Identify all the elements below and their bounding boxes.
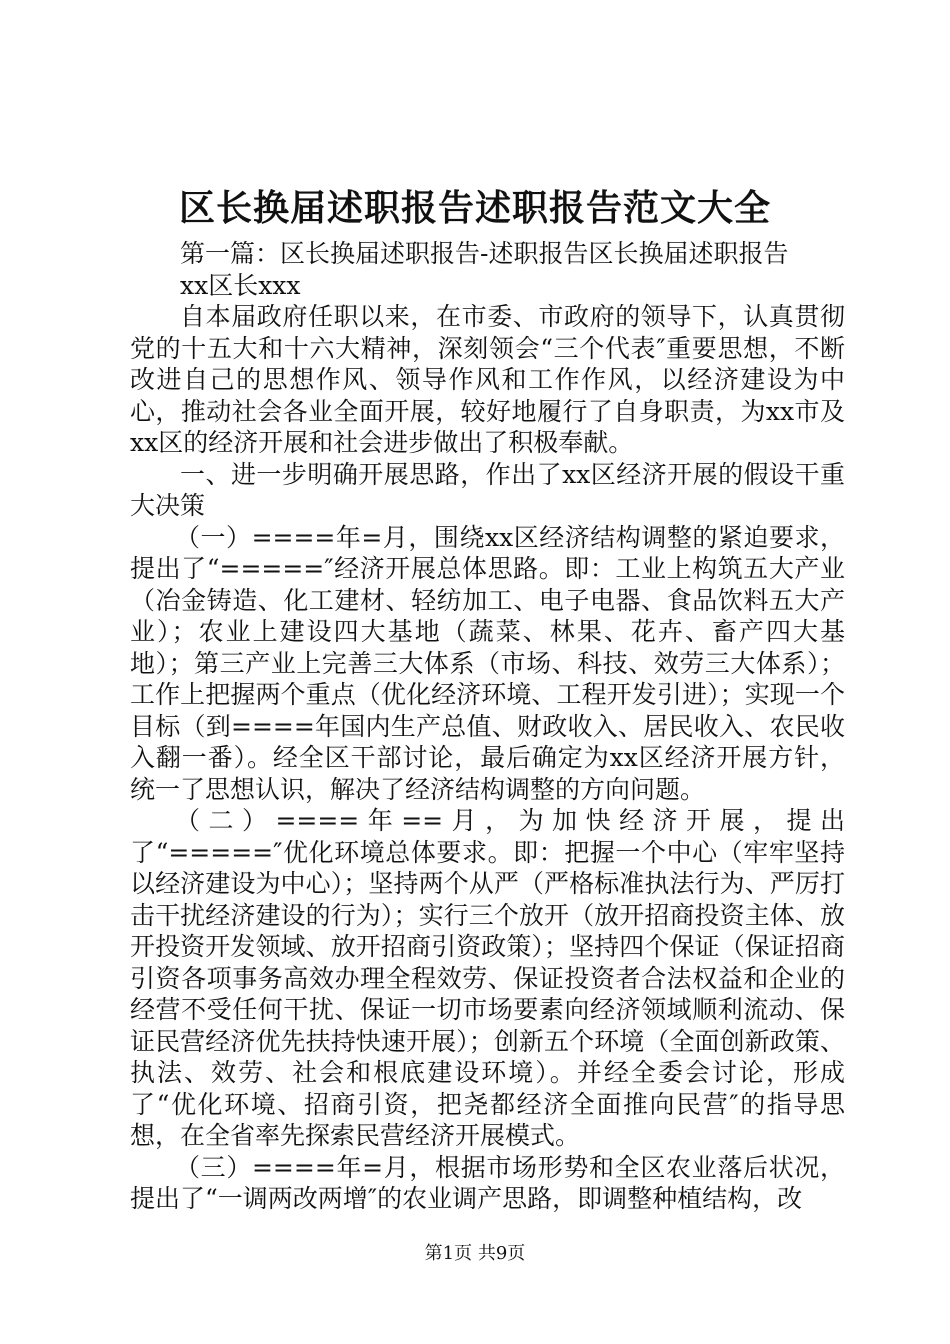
paragraph-item-2: （二）====年==月，为加快经济开展，提出了“=====″优化环境总体要求。即：把握一个中心（牢牢坚持以经济建设为中心）；坚持两个从严（严格标准执法行为、严厉打击干扰经济建设的行为）；实行三个放开（放开招商投资主体、放开投资开发领域、放开招商引资政策）；坚持四个保证（保证招商引资各项事务高效办理全程效劳、保证投资者合法权益和企业的经营不受任何干扰、保证一切市场要素向经济领域顺利流动、保证民营经济优先扶持快速开展）；创新五个环境（全面创新政策、执法、效劳、社会和根底建设环境）。并经全委会讨论，形成了“优化环境、招商引资，把尧都经济全面推向民营″的指导思想，在全省率先探索民营经济开展模式。 <box>130 806 845 1150</box>
paragraph-section-heading: 一、进一步明确开展思路，作出了xx区经济开展的假设干重大决策 <box>130 459 845 520</box>
page-number-footer: 第1页 共9页 <box>424 1243 526 1264</box>
paragraph-author: xx区长xxx <box>180 270 301 300</box>
paragraph-subtitle: 第一篇：区长换届述职报告-述职报告区长换届述职报告 <box>180 239 789 268</box>
paragraph-item-1: （一）====年=月，围绕xx区经济结构调整的紧迫要求，提出了“=====″经济开展总体思路。即：工业上构筑五大产业（冶金铸造、化工建材、轻纺加工、电子电器、食品饮料五大产业）；农业上建设四大基地（蔬菜、林果、花卉、畜产四大基地）；第三产业上完善三大体系（市场、科技、效劳三大体系）；工作上把握两个重点（优化经济环境、工程开发引进）；实现一个目标（到====年国内生产总值、财政收入、居民收入、农民收入翻一番）。经全区干部讨论，最后确定为xx区经济开展方针，统一了思想认识，解决了经济结构调整的方向问题。 <box>130 522 845 804</box>
document-title: 区长换届述职报告述职报告范文大全 <box>178 187 771 229</box>
document-body <box>130 238 845 1215</box>
paragraph-item-3: （三）====年=月，根据市场形势和全区农业落后状况，提出了“一调两改两增″的农业调产思路，即调整种植结构，改 <box>130 1152 845 1213</box>
paragraph-intro: 自本届政府任职以来，在市委、市政府的领导下，认真贯彻党的十五大和十六大精神，深刻领会“三个代表″重要思想，不断改进自己的思想作风、领导作风和工作作风，以经济建设为中心，推动社会各业全面开展，较好地履行了自身职责，为xx市及xx区的经济开展和社会进步做出了积极奉献。 <box>130 302 845 457</box>
